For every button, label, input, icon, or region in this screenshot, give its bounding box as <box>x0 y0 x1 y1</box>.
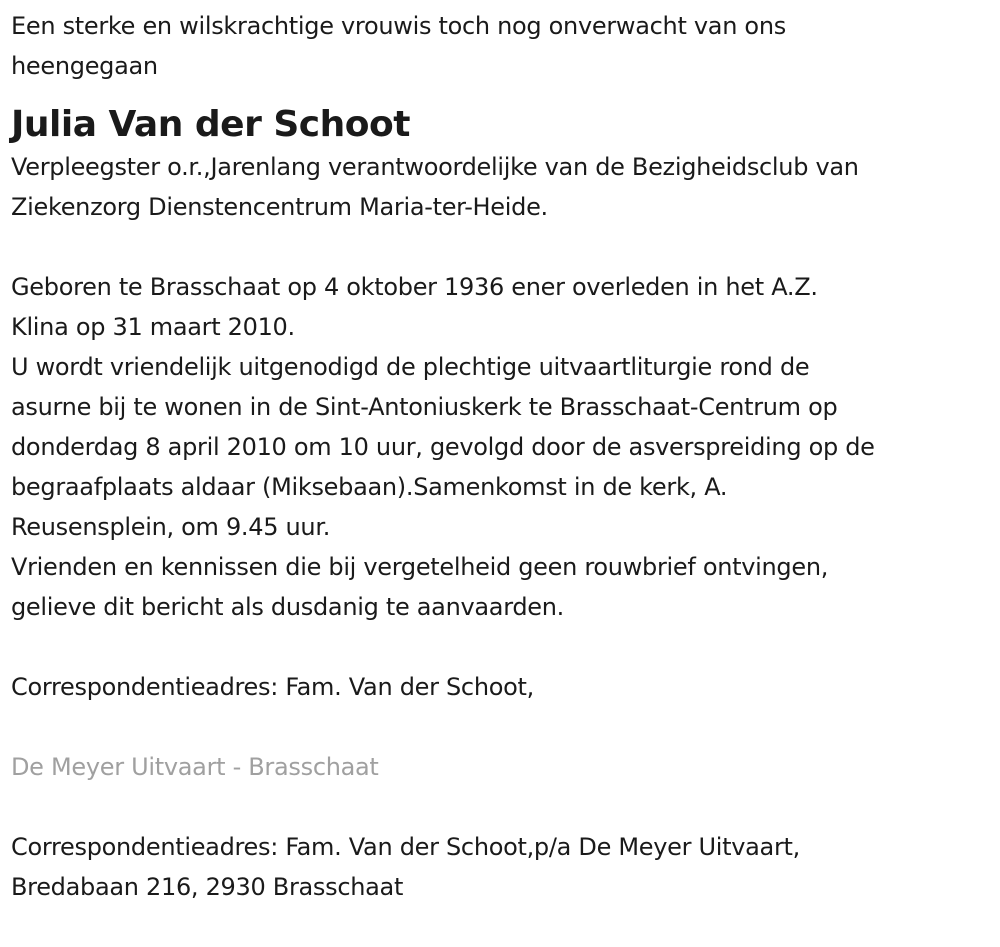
intro-line: Een sterke en wilskrachtige vrouwis toch nog onverwacht van ons <box>11 12 786 40</box>
correspondence-short: Correspondentieadres: Fam. Van der Schoot, <box>11 673 534 701</box>
intro-line: heengegaan <box>11 52 158 80</box>
details-line: Geboren te Brasschaat op 4 oktober 1936 ener overleden in het A.Z. <box>11 273 818 301</box>
obituary <box>11 6 991 907</box>
correspondence-line: Correspondentieadres: Fam. Van der Schoot,p/a De Meyer Uitvaart, <box>11 833 800 861</box>
occupation-line: Verpleegster o.r.,Jarenlang verantwoordelijke van de Bezigheidsclub van <box>11 153 859 181</box>
details-line: U wordt vriendelijk uitgenodigd de plechtige uitvaartliturgie rond de <box>11 353 810 381</box>
details-line: Klina op 31 maart 2010. <box>11 313 295 341</box>
details-line: Reusensplein, om 9.45 uur. <box>11 513 331 541</box>
deceased-name: Julia Van der Schoot <box>11 104 410 145</box>
details-line: gelieve dit bericht als dusdanig te aanvaarden. <box>11 593 564 621</box>
correspondence-full <box>11 827 991 907</box>
spacer <box>11 707 991 747</box>
correspondence-line: Bredabaan 216, 2930 Brasschaat <box>11 873 404 901</box>
occupation-line: Ziekenzorg Dienstencentrum Maria-ter-Heide. <box>11 193 548 221</box>
spacer <box>11 227 991 267</box>
occupation-text <box>11 147 991 227</box>
details-line: donderdag 8 april 2010 om 10 uur, gevolgd door de asverspreiding op de <box>11 433 875 461</box>
details-text <box>11 267 991 627</box>
intro-text <box>11 6 991 86</box>
details-line: asurne bij te wonen in de Sint-Antoniuskerk te Brasschaat-Centrum op <box>11 393 838 421</box>
details-line: Vrienden en kennissen die bij vergetelheid geen rouwbrief ontvingen, <box>11 553 829 581</box>
details-line: begraafplaats aldaar (Miksebaan).Samenkomst in de kerk, A. <box>11 473 728 501</box>
funeral-home: De Meyer Uitvaart - Brasschaat <box>11 753 379 781</box>
spacer <box>11 627 991 667</box>
spacer <box>11 787 991 827</box>
